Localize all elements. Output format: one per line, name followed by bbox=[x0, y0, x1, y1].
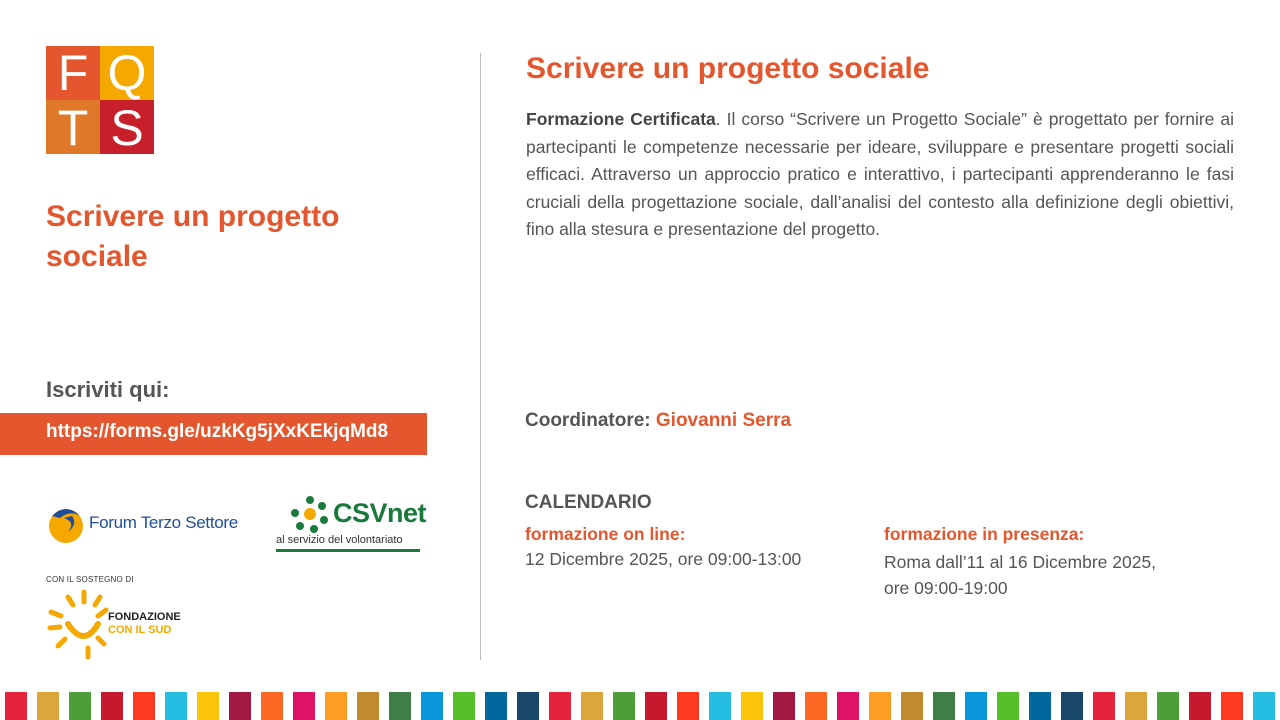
strip-block bbox=[1253, 692, 1275, 720]
forum-terzo-settore-label: Forum Terzo Settore bbox=[89, 513, 238, 532]
online-label: formazione on line: bbox=[525, 524, 686, 544]
fondazione-name-line2: CON IL SUD bbox=[108, 624, 172, 636]
strip-block bbox=[1093, 692, 1115, 720]
logo-letter-t: T bbox=[57, 100, 89, 154]
left-course-title: Scrivere un progetto sociale bbox=[46, 200, 340, 273]
strip-block bbox=[1061, 692, 1083, 720]
strip-block bbox=[965, 692, 987, 720]
sostegno-label: CON IL SOSTEGNO DI bbox=[46, 575, 134, 584]
fondazione-name-line1: FONDAZIONE bbox=[108, 611, 181, 623]
strip-block bbox=[1221, 692, 1243, 720]
strip-block bbox=[549, 692, 571, 720]
strip-block bbox=[933, 692, 955, 720]
csvnet-subtitle: al servizio del volontariato bbox=[276, 534, 403, 546]
description-bold-lead: Formazione Certificata bbox=[526, 109, 716, 129]
strip-block bbox=[37, 692, 59, 720]
coordinator bbox=[525, 410, 791, 432]
fondazione-sun-icon bbox=[46, 588, 116, 660]
coordinator-name: Giovanni Serra bbox=[655, 410, 792, 431]
strip-block bbox=[293, 692, 315, 720]
strip-block bbox=[261, 692, 283, 720]
strip-block bbox=[709, 692, 731, 720]
presenza-label: formazione in presenza: bbox=[884, 524, 1085, 544]
presenza-date-line2: ore 09:00-19:00 bbox=[884, 578, 1008, 598]
strip-block bbox=[901, 692, 923, 720]
strip-block bbox=[837, 692, 859, 720]
strip-block bbox=[69, 692, 91, 720]
description-text: . Il corso “Scrivere un Progetto Sociale” è progettato per fornire ai partecipanti le competenze necessarie per ideare, sviluppare e presentare progetti sociali efficaci. Attraverso un approccio pratico e interattivo, i partecipanti apprenderanno le fasi cruciali della progettazione sociale, dall’analisi del contesto alla definizione degli obiettivi, fino alla stesura e presentazione del progetto. bbox=[526, 109, 1235, 239]
signup-link[interactable]: https://forms.gle/uzkKg5jXxKEkjqMd8 bbox=[46, 421, 389, 442]
presenza-date-line1: Roma dall’11 al 16 Dicembre 2025, bbox=[884, 552, 1157, 572]
signup-heading: Iscriviti qui: bbox=[46, 377, 170, 402]
forum-terzo-settore-icon bbox=[46, 502, 86, 546]
strip-block bbox=[1029, 692, 1051, 720]
strip-block bbox=[869, 692, 891, 720]
strip-block bbox=[133, 692, 155, 720]
csvnet-name: CSVnet bbox=[333, 498, 427, 528]
calendar-heading: CALENDARIO bbox=[525, 492, 652, 513]
strip-block bbox=[805, 692, 827, 720]
strip-block bbox=[677, 692, 699, 720]
strip-block bbox=[421, 692, 443, 720]
strip-block bbox=[1157, 692, 1179, 720]
vertical-divider bbox=[480, 53, 481, 660]
strip-block bbox=[773, 692, 795, 720]
strip-block bbox=[453, 692, 475, 720]
strip-block bbox=[165, 692, 187, 720]
logo-letter-f: F bbox=[57, 46, 89, 101]
logo-letter-q: Q bbox=[107, 46, 147, 101]
strip-block bbox=[517, 692, 539, 720]
csvnet-underline bbox=[276, 549, 420, 552]
color-strip bbox=[0, 692, 1280, 720]
strip-block bbox=[581, 692, 603, 720]
strip-block bbox=[101, 692, 123, 720]
strip-block bbox=[1189, 692, 1211, 720]
presenza-date bbox=[884, 549, 1214, 601]
strip-block bbox=[485, 692, 507, 720]
strip-block bbox=[357, 692, 379, 720]
strip-block bbox=[229, 692, 251, 720]
strip-block bbox=[741, 692, 763, 720]
strip-block bbox=[389, 692, 411, 720]
strip-block bbox=[1125, 692, 1147, 720]
fqts-logo bbox=[46, 46, 154, 154]
strip-block bbox=[5, 692, 27, 720]
strip-block bbox=[613, 692, 635, 720]
coordinator-label: Coordinatore: bbox=[525, 410, 651, 431]
course-description bbox=[526, 106, 1234, 244]
csvnet-icon bbox=[290, 494, 330, 534]
logo-letter-s: S bbox=[110, 100, 144, 154]
online-date: 12 Dicembre 2025, ore 09:00-13:00 bbox=[525, 549, 802, 569]
strip-block bbox=[997, 692, 1019, 720]
strip-block bbox=[325, 692, 347, 720]
strip-block bbox=[197, 692, 219, 720]
strip-block bbox=[645, 692, 667, 720]
course-title: Scrivere un progetto sociale bbox=[526, 52, 930, 85]
